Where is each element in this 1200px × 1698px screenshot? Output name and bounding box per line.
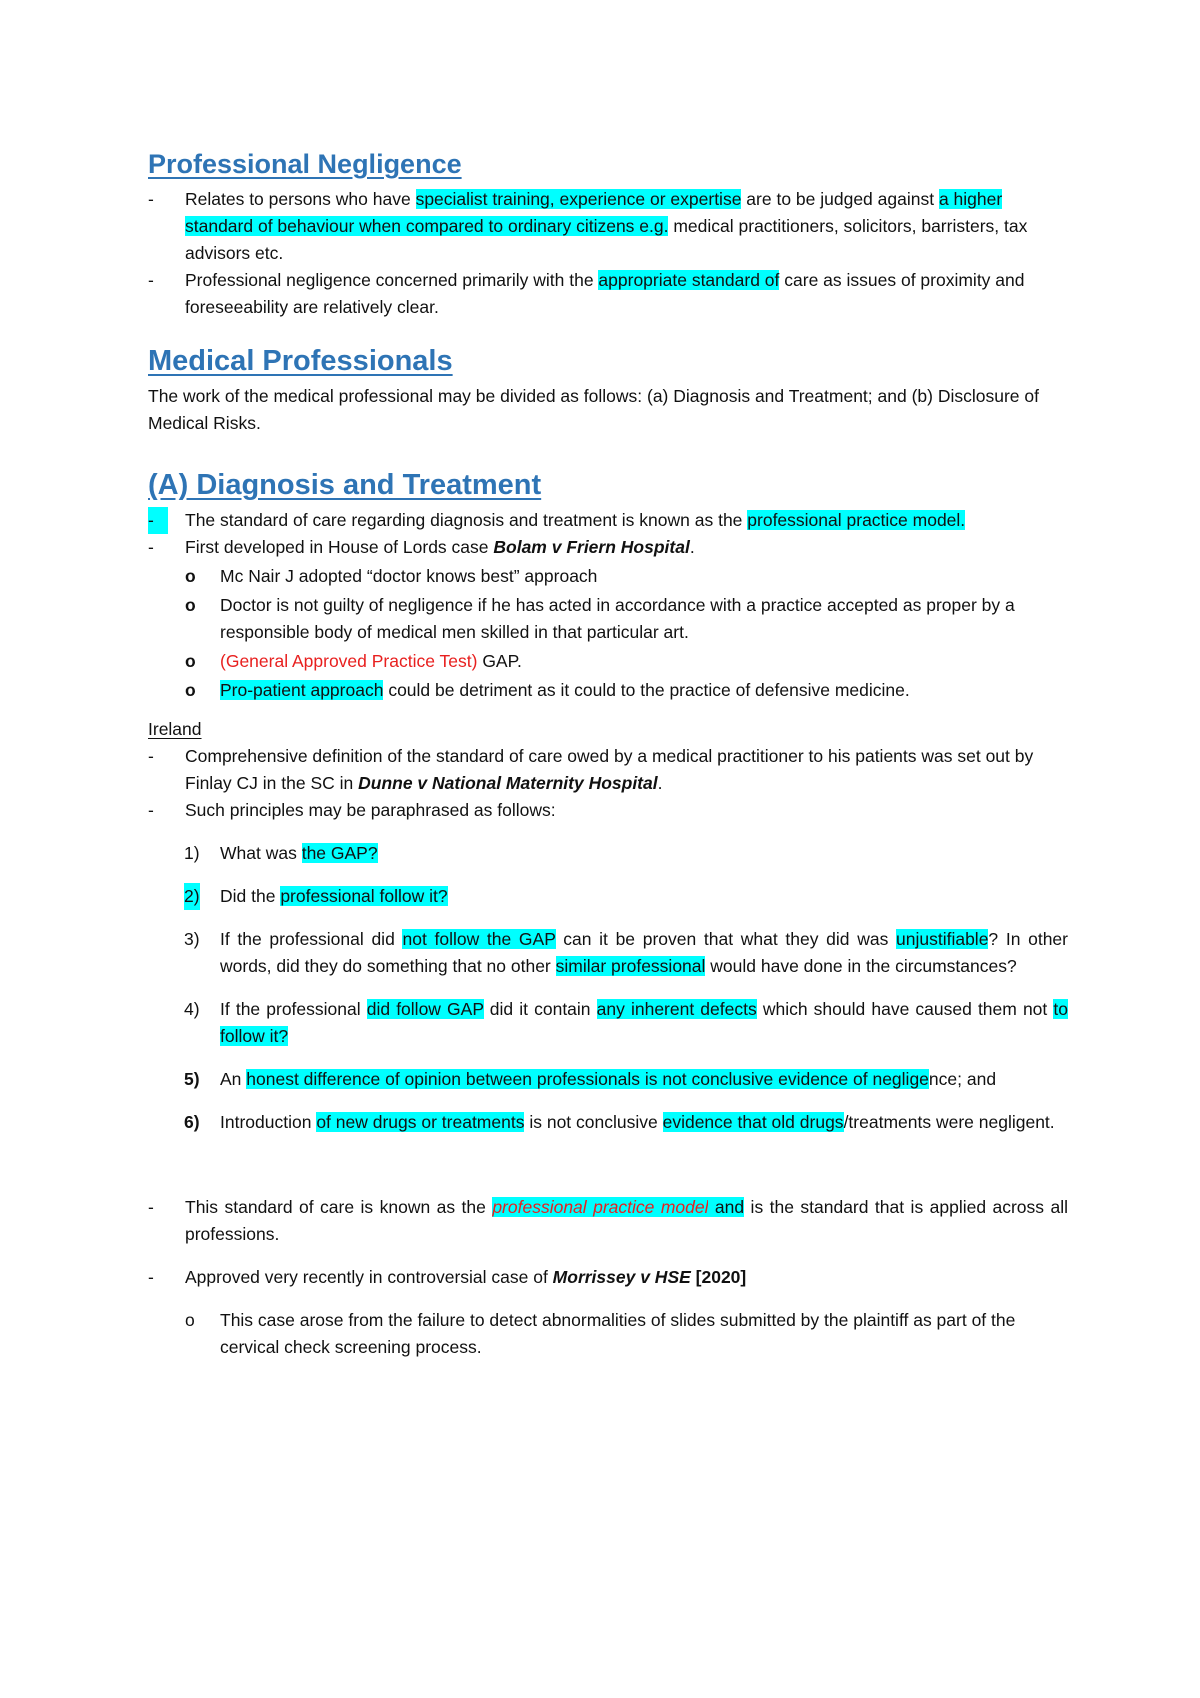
bullet-paraphrased: - Such principles may be paraphrased as follows: (148, 797, 1068, 824)
highlight: of new drugs or treatments (316, 1112, 525, 1132)
item-number: 6) (184, 1112, 200, 1132)
item-number: 5) (184, 1069, 200, 1089)
highlight: not follow the GAP (402, 929, 556, 949)
highlight: appropriate standard of (598, 270, 780, 290)
heading-diagnosis-treatment: (A) Diagnosis and Treatment (148, 469, 542, 501)
highlight: and (708, 1197, 745, 1217)
highlight: specialist training, experience or expertise (415, 189, 742, 209)
sub-bullet-doctor-not-guilty: o Doctor is not guilty of negligence if he has acted in accordance with a practice accepted as proper by a responsible body of medical men skilled in that particular art. (148, 592, 1068, 646)
dash-marker: - (148, 507, 168, 534)
numbered-item-1: 1) What was the GAP? (148, 840, 1068, 867)
item-number: 3) (184, 929, 200, 949)
highlight: professional follow it? (280, 886, 448, 906)
bullet-bolam: - First developed in House of Lords case Bolam v Friern Hospital. (148, 534, 1068, 561)
sub-bullet-cervical-check: o This case arose from the failure to detect abnormalities of slides submitted by the plaintiff as part of the cervical check screening process. (148, 1307, 1068, 1361)
red-text: (General Approved Practice Test) (220, 651, 478, 671)
sub-bullet-gap: o (General Approved Practice Test) GAP. (148, 648, 1068, 675)
case-name: Morrissey v HSE (552, 1267, 691, 1287)
label-ireland: Ireland (148, 719, 202, 739)
dash-marker: - (148, 746, 154, 766)
highlight: to follow it? (220, 999, 1068, 1046)
circle-marker: o (185, 680, 196, 700)
item-number: 1) (184, 843, 200, 863)
numbered-item-3: 3) If the professional did not follow the GAP can it be proven that what they did was unjustifiable? In other words, did they do something that no other similar professional would have done in the circumstances? (148, 926, 1068, 980)
circle-marker: o (185, 566, 196, 586)
numbered-item-4: 4) If the professional did follow GAP did it contain any inherent defects which should have caused them not to follow it? (148, 996, 1068, 1050)
bullet-morrissey: - Approved very recently in controversial case of Morrissey v HSE [2020] (148, 1264, 1068, 1291)
highlight: the GAP? (301, 843, 378, 863)
sub-bullet-mcnair: o Mc Nair J adopted “doctor knows best” approach (148, 563, 1068, 590)
dash-marker: - (148, 537, 154, 557)
heading-professional-negligence: Professional Negligence (148, 149, 462, 179)
case-name: Dunne v National Maternity Hospital (358, 773, 658, 793)
dash-marker: - (148, 1267, 154, 1287)
highlight: did follow GAP (366, 999, 484, 1019)
numbered-item-5: 5) An honest difference of opinion between professionals is not conclusive evidence of negligence; and (148, 1066, 1068, 1093)
highlight: unjustifiable (896, 929, 989, 949)
dash-marker: - (148, 270, 154, 290)
circle-marker: o (185, 1310, 195, 1330)
highlight: professional practice model (492, 1197, 709, 1217)
numbered-item-6: 6) Introduction of new drugs or treatments is not conclusive evidence that old drugs/treatments were negligent. (148, 1109, 1068, 1136)
medical-professionals-body: The work of the medical professional may be divided as follows: (a) Diagnosis and Treatment; and (b) Disclosure of Medical Risks. (148, 386, 1039, 433)
bullet-specialist-training: - Relates to persons who have specialist training, experience or expertise are to be judged against a higher standard of behaviour when compared to ordinary citizens e.g. medical practitioners, solicitors, barristers, tax advisors etc. (148, 186, 1068, 267)
case-name: Bolam v Friern Hospital (493, 537, 690, 557)
numbered-item-2: 2) Did the professional follow it? (148, 883, 1068, 910)
dash-marker: - (148, 189, 154, 209)
highlight: honest difference of opinion between professionals is not conclusive evidence of neglige (246, 1069, 929, 1089)
highlight: any inherent defects (596, 999, 757, 1019)
bullet-appropriate-standard: - Professional negligence concerned primarily with the appropriate standard of care as issues of proximity and foreseeability are relatively clear. (148, 267, 1068, 321)
highlight: a higher standard of behaviour when compared to ordinary citizens e.g. (185, 189, 1003, 236)
dash-marker: - (148, 1197, 154, 1217)
document-content (148, 146, 1068, 1361)
heading-medical-professionals: Medical Professionals (148, 345, 453, 377)
bullet-dunne: - Comprehensive definition of the standard of care owed by a medical practitioner to his patients was set out by Finlay CJ in the SC in Dunne v National Maternity Hospital. (148, 743, 1068, 797)
item-number: 4) (184, 999, 200, 1019)
bullet-standard-of-care: - This standard of care is known as the professional practice model and is the standard that is applied across all professions. (148, 1194, 1068, 1248)
sub-bullet-pro-patient: o Pro-patient approach could be detriment as it could to the practice of defensive medicine. (148, 677, 1068, 704)
highlight: evidence that old drugs (662, 1112, 844, 1132)
item-number: 2) (184, 883, 200, 910)
highlight: similar professional (555, 956, 706, 976)
highlight: professional practice model. (747, 510, 966, 530)
bullet-professional-practice-model: - The standard of care regarding diagnosis and treatment is known as the professional practice model. (148, 507, 1068, 534)
circle-marker: o (185, 595, 196, 615)
circle-marker: o (185, 651, 196, 671)
dash-marker: - (148, 800, 154, 820)
highlight: Pro-patient approach (220, 680, 384, 700)
